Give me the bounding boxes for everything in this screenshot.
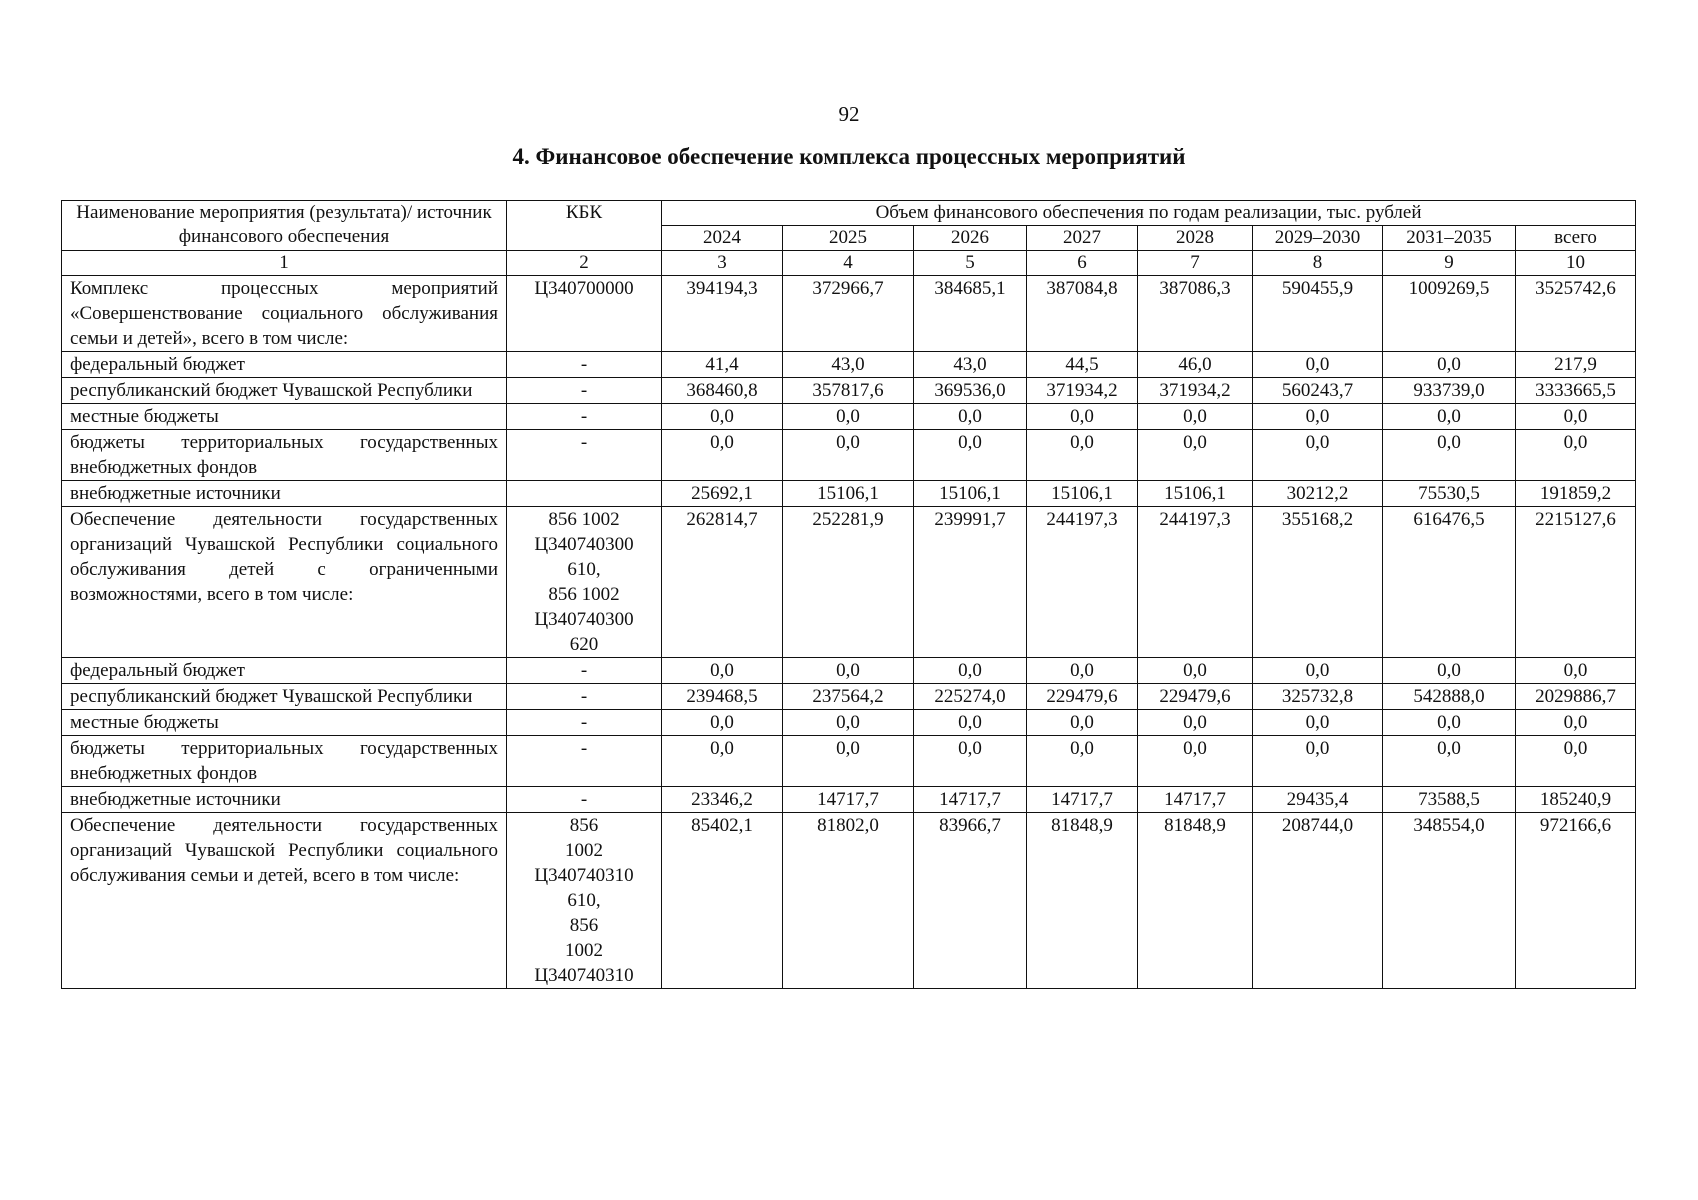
row-kbk-cell [507,813,662,989]
row-kbk-cell [507,507,662,658]
row-value-cell: 0,0 [1253,430,1383,481]
row-value-cell: 185240,9 [1516,787,1636,813]
row-value-cell: 0,0 [662,658,783,684]
row-value-cell: 560243,7 [1253,378,1383,404]
row-value-cell: 0,0 [914,404,1027,430]
column-number-9: 9 [1383,251,1516,276]
row-value-cell: 225274,0 [914,684,1027,710]
table-row [62,352,1636,378]
kbk-code-line: 610, [567,559,601,580]
row-value-cell: 229479,6 [1027,684,1138,710]
page-number: 92 [838,102,860,126]
row-value-cell: 0,0 [1516,404,1636,430]
row-value-cell: 75530,5 [1383,481,1516,507]
row-value-cell: 368460,8 [662,378,783,404]
row-value-cell: 14717,7 [914,787,1027,813]
header-year-1: 2025 [783,226,914,251]
row-value-cell: 0,0 [1138,658,1253,684]
row-value-cell: 15106,1 [1138,481,1253,507]
table-row [62,481,1636,507]
kbk-code-line: Ц340740310 [534,865,634,886]
row-value-cell: 0,0 [1516,658,1636,684]
row-name-cell: бюджеты территориальных государственных внебюджетных фондов [62,736,507,787]
row-value-cell: 41,4 [662,352,783,378]
kbk-code-line: 856 [569,815,599,836]
row-value-cell: 44,5 [1027,352,1138,378]
row-value-cell: 0,0 [1383,352,1516,378]
row-value-cell: 0,0 [1383,658,1516,684]
row-value-cell: 81802,0 [783,813,914,989]
kbk-code-line: Ц340740300 [534,609,634,630]
row-kbk-cell [507,352,662,378]
row-value-cell: 372966,7 [783,276,914,352]
row-kbk-cell [507,710,662,736]
row-value-cell: 237564,2 [783,684,914,710]
kbk-code-line: - [580,406,588,427]
row-value-cell: 0,0 [783,430,914,481]
row-kbk-cell [507,658,662,684]
row-value-cell: 0,0 [1138,736,1253,787]
row-value-cell: 83966,7 [914,813,1027,989]
row-value-cell: 244197,3 [1138,507,1253,658]
row-value-cell: 972166,6 [1516,813,1636,989]
financing-table [61,200,1636,989]
table-row [62,813,1636,989]
header-volume-group: Объем финансового обеспечения по годам реализации, тыс. рублей [662,201,1636,226]
row-value-cell: 262814,7 [662,507,783,658]
kbk-code-line: - [580,686,588,707]
row-value-cell: 29435,4 [1253,787,1383,813]
row-kbk-cell [507,736,662,787]
row-value-cell: 394194,3 [662,276,783,352]
row-name-cell: Обеспечение деятельности государственных организаций Чувашской Республики социального обслуживания семьи и детей, всего в том числе: [62,813,507,989]
row-kbk-cell [507,378,662,404]
header-year-7: всего [1516,226,1636,251]
kbk-code-line: Ц340740310 [534,965,634,986]
row-kbk-cell [507,787,662,813]
row-value-cell: 14717,7 [1138,787,1253,813]
row-name-cell: федеральный бюджет [62,352,507,378]
header-year-5: 2029–2030 [1253,226,1383,251]
row-value-cell: 384685,1 [914,276,1027,352]
row-value-cell: 0,0 [914,736,1027,787]
column-number-10: 10 [1516,251,1636,276]
row-value-cell: 23346,2 [662,787,783,813]
row-value-cell: 15106,1 [914,481,1027,507]
row-value-cell: 357817,6 [783,378,914,404]
row-value-cell: 43,0 [914,352,1027,378]
row-value-cell: 85402,1 [662,813,783,989]
row-name-cell: федеральный бюджет [62,658,507,684]
row-value-cell: 0,0 [783,736,914,787]
row-value-cell: 191859,2 [1516,481,1636,507]
row-name-cell: Комплекс процессных мероприятий «Совершенствование социального обслуживания семьи и детей», всего в том числе: [62,276,507,352]
row-value-cell: 0,0 [1253,658,1383,684]
row-value-cell: 0,0 [1253,710,1383,736]
row-value-cell: 15106,1 [1027,481,1138,507]
row-name-cell: бюджеты территориальных государственных внебюджетных фондов [62,430,507,481]
header-year-6: 2031–2035 [1383,226,1516,251]
row-value-cell: 0,0 [1027,430,1138,481]
row-value-cell: 0,0 [662,736,783,787]
row-value-cell: 387086,3 [1138,276,1253,352]
row-value-cell: 30212,2 [1253,481,1383,507]
row-value-cell: 387084,8 [1027,276,1138,352]
table-row [62,658,1636,684]
row-kbk-cell [507,481,662,507]
row-value-cell: 0,0 [1516,736,1636,787]
row-value-cell: 325732,8 [1253,684,1383,710]
row-value-cell: 0,0 [1516,710,1636,736]
row-name-cell: Обеспечение деятельности государственных организаций Чувашской Республики социального обслуживания детей с ограниченными возможностями, всего в том числе: [62,507,507,658]
row-value-cell: 229479,6 [1138,684,1253,710]
column-number-8: 8 [1253,251,1383,276]
row-value-cell: 0,0 [1383,710,1516,736]
row-value-cell: 0,0 [662,710,783,736]
row-value-cell: 208744,0 [1253,813,1383,989]
row-value-cell: 1009269,5 [1383,276,1516,352]
row-value-cell: 369536,0 [914,378,1027,404]
row-value-cell: 590455,9 [1253,276,1383,352]
row-value-cell: 0,0 [783,658,914,684]
row-value-cell: 0,0 [1027,658,1138,684]
header-year-3: 2027 [1027,226,1138,251]
row-value-cell: 2215127,6 [1516,507,1636,658]
row-name-cell: республиканский бюджет Чувашской Республики [62,684,507,710]
table-row [62,404,1636,430]
row-value-cell: 0,0 [1253,404,1383,430]
row-value-cell: 355168,2 [1253,507,1383,658]
row-value-cell: 0,0 [1027,710,1138,736]
row-name-cell: внебюджетные источники [62,481,507,507]
row-value-cell: 371934,2 [1138,378,1253,404]
row-value-cell: 81848,9 [1138,813,1253,989]
kbk-code-line: 856 [569,915,599,936]
table-row [62,276,1636,352]
row-kbk-cell [507,404,662,430]
table-row [62,378,1636,404]
row-value-cell: 46,0 [1138,352,1253,378]
kbk-code-line: 856 1002 [548,509,620,530]
row-name-cell: местные бюджеты [62,710,507,736]
kbk-code-line: - [580,712,588,733]
kbk-code-line: - [580,789,588,810]
row-value-cell: 2029886,7 [1516,684,1636,710]
header-kbk-column: КБК [507,201,662,251]
kbk-code-line: - [580,354,588,375]
row-value-cell: 14717,7 [1027,787,1138,813]
table-row [62,507,1636,658]
row-value-cell: 0,0 [1383,404,1516,430]
row-value-cell: 217,9 [1516,352,1636,378]
row-value-cell: 239991,7 [914,507,1027,658]
row-value-cell: 933739,0 [1383,378,1516,404]
kbk-code-line: 856 1002 [548,584,620,605]
row-value-cell: 0,0 [662,430,783,481]
row-value-cell: 14717,7 [783,787,914,813]
kbk-code-line: - [580,380,588,401]
table-header [62,201,1636,251]
row-value-cell: 0,0 [1383,430,1516,481]
row-value-cell: 3333665,5 [1516,378,1636,404]
row-name-cell: внебюджетные источники [62,787,507,813]
row-kbk-cell [507,276,662,352]
header-year-2: 2026 [914,226,1027,251]
column-number-2: 2 [507,251,662,276]
row-value-cell: 15106,1 [783,481,914,507]
row-name-cell: местные бюджеты [62,404,507,430]
table-row [62,736,1636,787]
row-name-cell: республиканский бюджет Чувашской Республики [62,378,507,404]
row-value-cell: 0,0 [914,658,1027,684]
row-kbk-cell [507,684,662,710]
row-value-cell: 0,0 [1383,736,1516,787]
kbk-code-line: - [580,738,588,759]
column-number-3: 3 [662,251,783,276]
row-value-cell: 348554,0 [1383,813,1516,989]
kbk-code-line: 620 [569,634,599,655]
kbk-code-line: Ц340740300 [534,534,634,555]
row-value-cell: 252281,9 [783,507,914,658]
column-number-1: 1 [62,251,507,276]
row-value-cell: 0,0 [1138,710,1253,736]
row-value-cell: 0,0 [1138,430,1253,481]
row-value-cell: 81848,9 [1027,813,1138,989]
column-number-7: 7 [1138,251,1253,276]
row-value-cell: 0,0 [783,710,914,736]
row-value-cell: 0,0 [1516,430,1636,481]
table-row [62,787,1636,813]
row-value-cell: 0,0 [1138,404,1253,430]
kbk-code-line: Ц340700000 [534,278,634,299]
page-title: 4. Финансовое обеспечение комплекса процессных мероприятий [512,144,1186,169]
row-value-cell: 0,0 [914,710,1027,736]
row-value-cell: 371934,2 [1027,378,1138,404]
row-value-cell: 239468,5 [662,684,783,710]
header-name-column: Наименование мероприятия (результата)/ источник финансового обеспечения [62,201,507,251]
row-value-cell: 73588,5 [1383,787,1516,813]
column-number-5: 5 [914,251,1027,276]
row-value-cell: 3525742,6 [1516,276,1636,352]
row-value-cell: 0,0 [1027,404,1138,430]
column-number-6: 6 [1027,251,1138,276]
row-kbk-cell [507,430,662,481]
column-number-4: 4 [783,251,914,276]
header-year-0: 2024 [662,226,783,251]
kbk-code-line: 1002 [565,840,603,861]
row-value-cell: 25692,1 [662,481,783,507]
row-value-cell: 0,0 [783,404,914,430]
header-year-4: 2028 [1138,226,1253,251]
kbk-code-line: 610, [567,890,601,911]
kbk-code-line: - [580,432,588,453]
column-numbers-row [62,251,1636,276]
table-body [62,251,1636,989]
table-row [62,430,1636,481]
row-value-cell: 542888,0 [1383,684,1516,710]
row-value-cell: 0,0 [1253,736,1383,787]
kbk-code-line: - [580,660,588,681]
row-value-cell: 0,0 [914,430,1027,481]
row-value-cell: 43,0 [783,352,914,378]
table-row [62,710,1636,736]
row-value-cell: 0,0 [662,404,783,430]
row-value-cell: 244197,3 [1027,507,1138,658]
row-value-cell: 616476,5 [1383,507,1516,658]
kbk-code-line: 1002 [565,940,603,961]
table-row [62,684,1636,710]
row-value-cell: 0,0 [1253,352,1383,378]
row-value-cell: 0,0 [1027,736,1138,787]
